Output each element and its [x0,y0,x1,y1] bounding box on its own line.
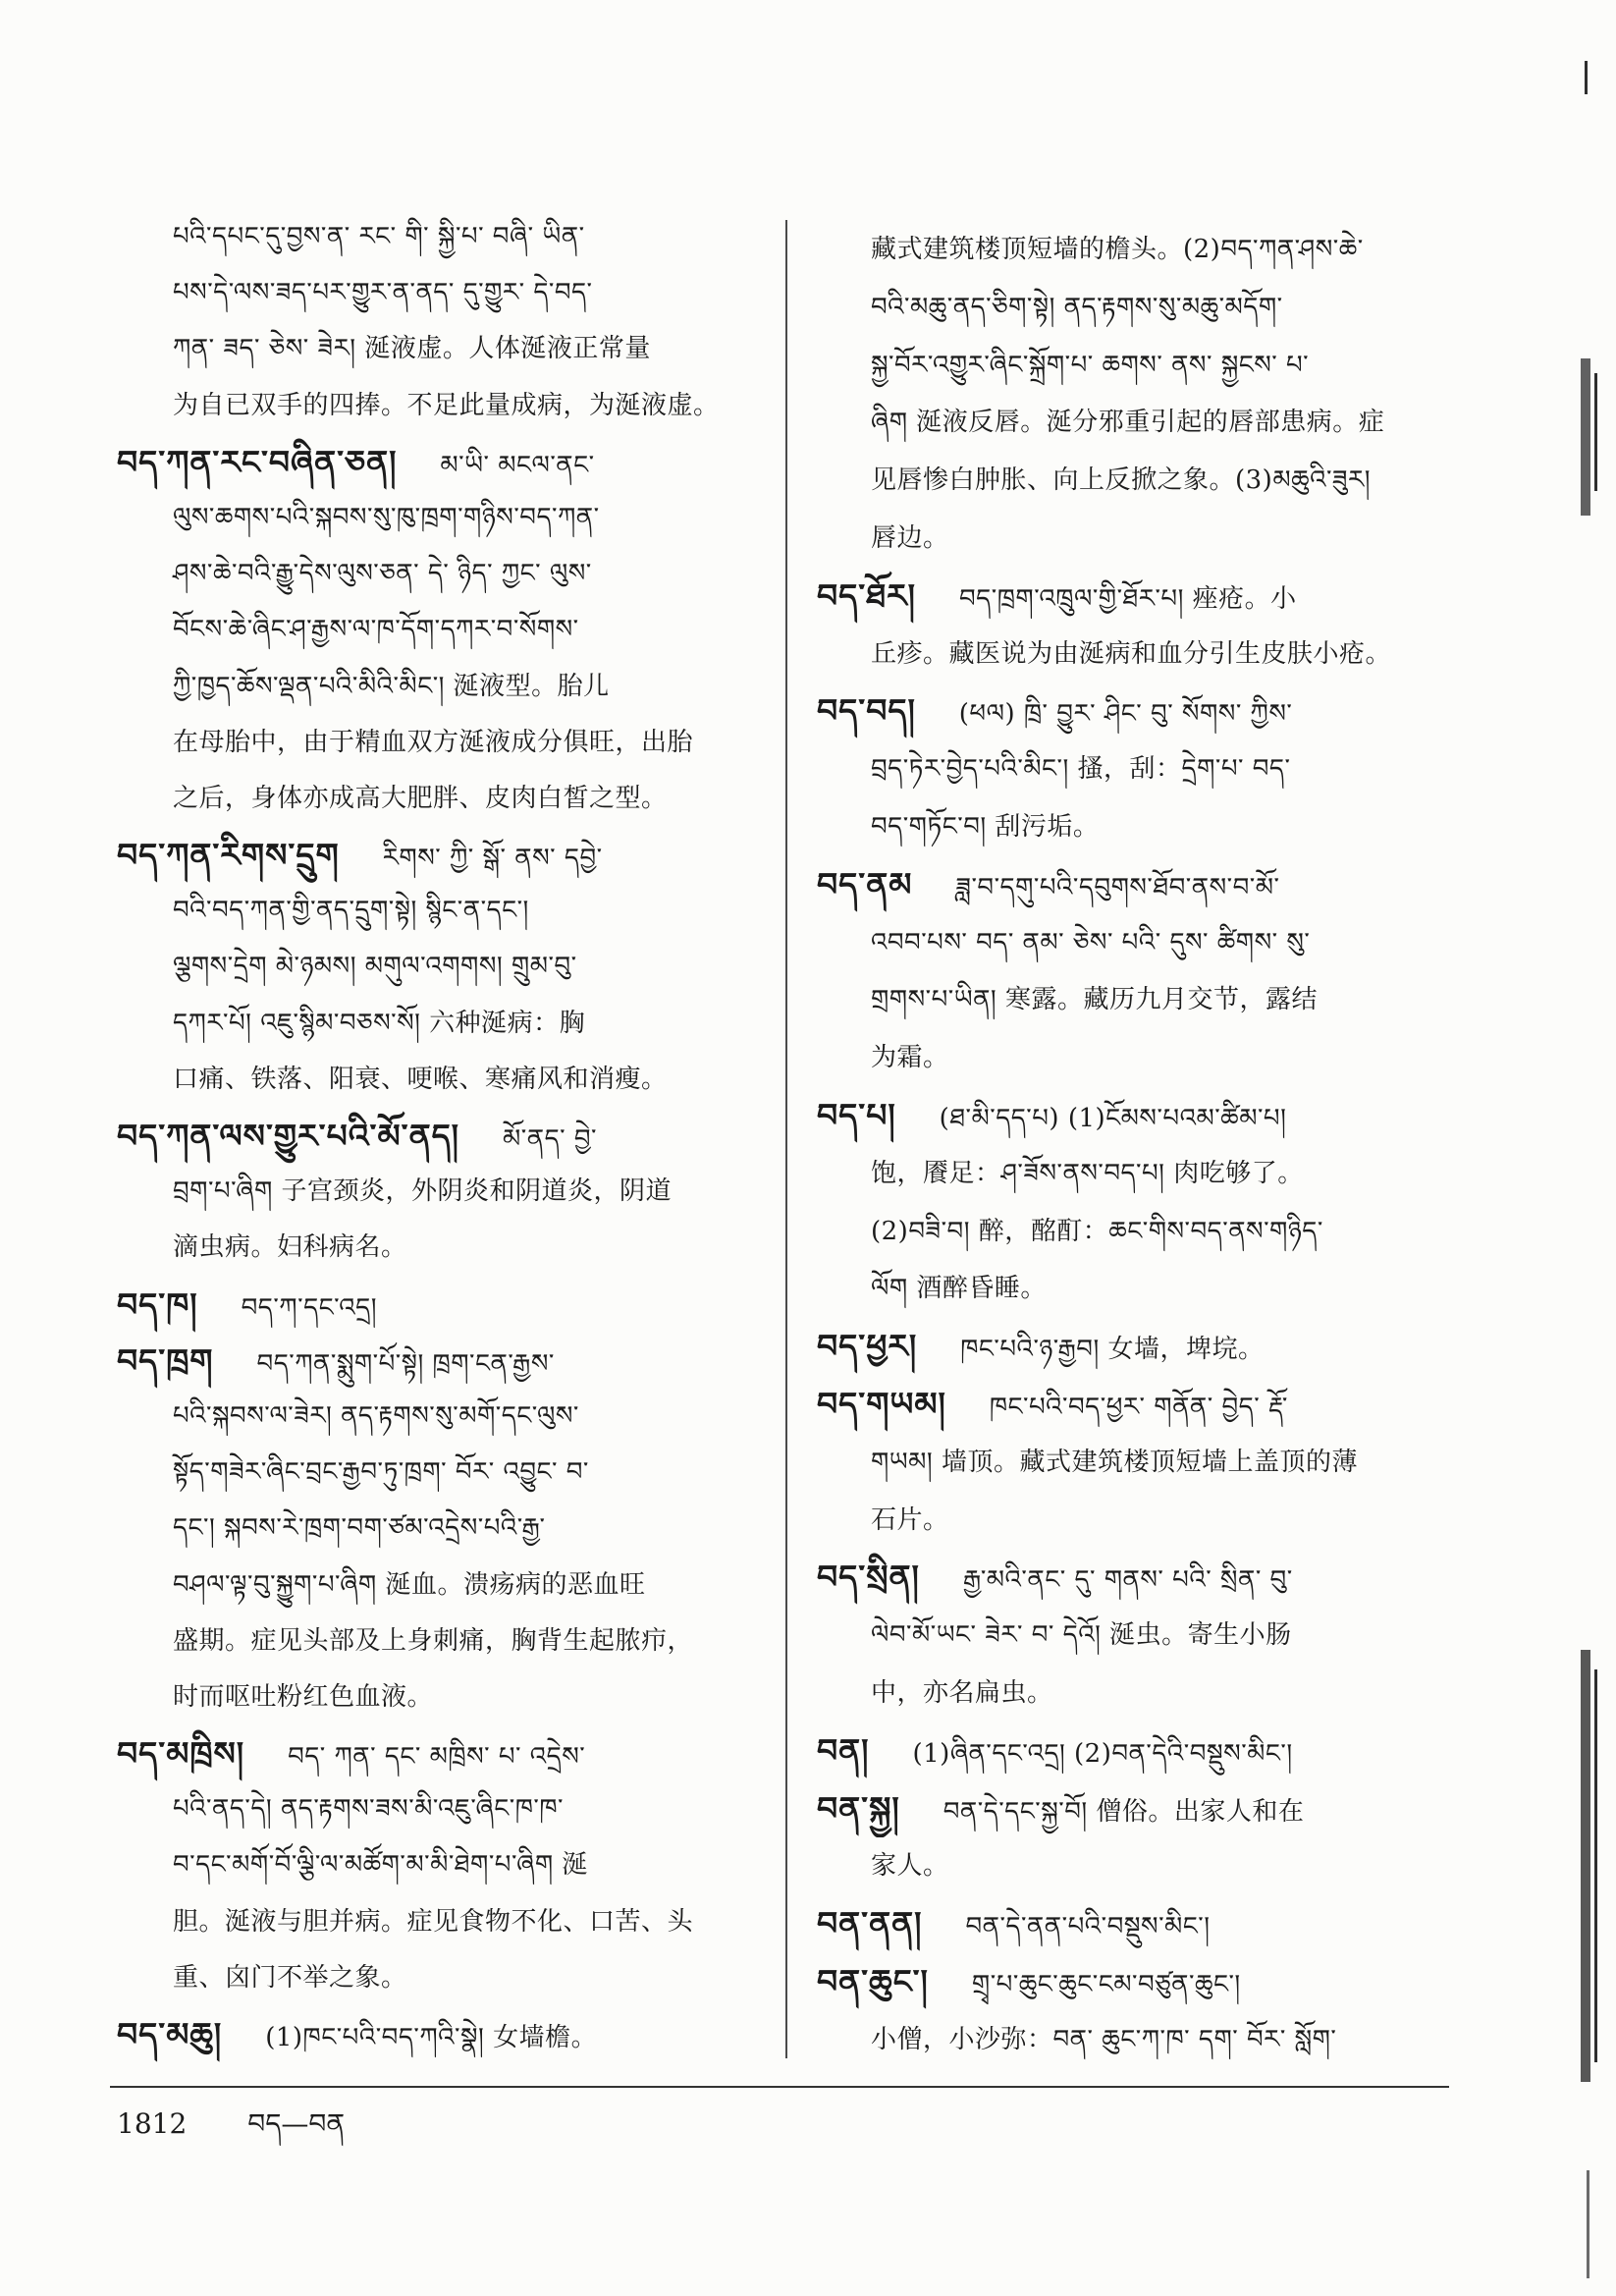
continued-entry [817,221,1460,568]
definition-line: 小僧，小沙弥：བན་ ཆུང་ཀ་ཁ་ དག་ བོར་ སློག་ [871,2024,1337,2054]
definition-line: 藏式建筑楼顶短墙的檐头。(2)བད་ཀན་ཤས་ཆེ་ [871,235,1364,264]
dictionary-entry [817,568,1460,683]
entry-first-line [117,1108,760,1164]
page-footer [117,2100,345,2149]
entry-first-line [117,1725,760,1781]
definition-line: བྲད་ཏེར་བྱེད་པའི་མིང་། 搔，刮：དྲེག་པ་ བད་ [871,754,1291,785]
definition-text: བད་ཀ་དང་འདྲ། [241,1292,378,1323]
headword: བན་ནན། [817,1904,923,1943]
scan-edge-artifact [1594,1669,1597,2062]
definition-line: 之后，身体亦成高大肥胖、皮肉白皙之型。 [173,783,668,813]
definition-line: བཤལ་ལྟ་བུ་སྐྱུག་པ་ཞིག 涎血。溃疡病的恶血旺 [173,1569,646,1600]
definition-text: (ཕལ) ཁྲི་ བྱུར་ ཤིང་ བུ་ སོགས་ ཀྱིས་ [958,699,1293,730]
definition-line: གཡམ། 墙顶。藏式建筑楼顶短墙上盖顶的薄 [871,1447,1358,1477]
definition-line: 滴虫病。妇科病名。 [173,1232,407,1263]
dictionary-entry [817,1318,1460,1376]
definition-text: (1)ཞིན་དང་འདྲ། (2)བན་དེའི་བསྡུས་མིང་། [912,1738,1293,1769]
headword: བད་ཕྱར། [817,1327,918,1366]
definition-line: 丘疹。藏医说为由涎病和血分引生皮肤小疮。 [871,638,1392,669]
dictionary-entry [817,1549,1460,1722]
entry-first-line [817,1087,1460,1145]
headword: བན་སྐྱ། [817,1788,900,1828]
entry-first-line [817,683,1460,740]
headword: བན་ཆུང་། [817,1961,929,2000]
definition-line: པའི་ནད་དེ། ནད་རྟགས་ཟས་མི་འཇུ་ཞིང་ཁ་ཁ་ [173,1794,565,1825]
footer-rule [110,2086,1449,2088]
page-number: 1812 [117,2107,188,2140]
headword: བད་ནམ [817,864,913,903]
dictionary-entry [117,1277,760,1333]
entry-first-line [817,1549,1460,1607]
definition-text: བན་དེ་དང་སྐྱ་བོ། 僧俗。出家人和在 [943,1796,1305,1827]
dictionary-entry [117,2006,760,2062]
dictionary-entry [117,1333,760,1725]
definition-text: ཁང་པའི་ཉ་རྒྱབ། 女墙，埤垸。 [960,1335,1265,1365]
headword: བད་མཆུ། [117,2015,223,2053]
continued-entry [117,209,760,434]
definition-line: 胆。涎液与胆并病。症见食物不化、口苦、头 [173,1906,694,1937]
headword: བད་ཁ། [117,1285,198,1324]
definition-line: ལུས་ཆགས་པའི་སྐབས་སུ་ཁུ་ཁྲག་གཉིས་བད་ཀན་ [173,502,600,532]
dictionary-entry [817,1953,1460,2069]
headword: བད་བད། [817,691,916,731]
entry-first-line [117,827,760,883]
definition-line: བའི་བད་ཀན་གྱི་ནད་དྲུག་སྟེ། སྙིང་ན་དང་། [173,896,529,926]
definition-line: འབབ་པས་ བད་ ནམ་ ཅེས་ པའི་ དུས་ ཚིགས་ སུ་ [871,927,1311,957]
headword: བན། [817,1730,870,1770]
definition-line: ལྕགས་དྲེག མེ་ཉམས། མགུལ་འགགས། གྲུམ་བུ་ [173,952,577,982]
column-divider [785,220,787,2058]
definition-line: 在母胎中，由于精血双方涎液成分俱旺，出胎 [173,727,694,757]
right-column [817,221,1460,2069]
definition-line: 家人。 [871,1851,949,1882]
definition-line: ཀན་ ཟད་ ཅེས་ ཟེར། 涎液虚。人体涎液正常量 [173,334,651,364]
entry-first-line [117,434,760,490]
definition-text: གྲྭ་པ་ཆུང་ཆུང་ངམ་བཙུན་ཆུང་། [971,1969,1241,1999]
headword: བད་ཐོར། [817,575,917,615]
scan-edge-artifact [1587,2170,1589,2278]
definition-line: པའི་དཔང་དུ་བྱས་ན་ རང་ གི་ སྐྱི་པ་ བཞི་ ཡིན་ [173,222,585,251]
definition-line: བད་གཏོང་བ། 刮污垢。 [871,811,1100,842]
dictionary-entry [117,1108,760,1277]
definition-line: ལོག 酒醉昏睡。 [871,1274,1047,1304]
definition-line: པའི་སྐབས་ལ་ཟེར། ནད་རྟགས་སུ་མགོ་དང་ལུས་ [173,1400,579,1431]
definition-line: གྲགས་པ་ཡིན། 寒露。藏历九月交节，露结 [871,985,1318,1015]
dictionary-entry [817,1376,1460,1549]
dictionary-entry [117,434,760,827]
headword: བད་མཁྲིས། [117,1734,245,1774]
definition-text: རིགས་ ཀྱི་ སྒོ་ ནས་ དབྱེ་ [382,844,603,874]
definition-line: 重、囟门不举之象。 [173,1962,407,1993]
entry-first-line [817,1895,1460,1953]
definition-text: རྒྱ་མའི་ནང་ དུ་ གནས་ པའི་ སྲིན་ བུ་ [962,1565,1293,1596]
definition-text: བད་ཀན་སྨུག་པོ་སྟེ། ཁྲག་ངན་རྒྱས་ [256,1348,555,1379]
definition-line: 石片。 [871,1504,949,1535]
definition-text: (1)ཁང་པའི་བད་ཀའི་སྣེ། 女墙檐。 [265,2023,598,2052]
definition-line: བའི་མཆུ་ནད་ཅིག་སྟེ། ནད་རྟགས་སུ་མཆུ་མདོག་ [871,292,1283,322]
definition-line: ཤས་ཆེ་བའི་རྒྱུ་དེས་ལུས་ཅན་ དེ་ ཉིད་ ཀྱང་ ལུས་ [173,559,592,589]
definition-text: (ཐ་མི་དད་པ) (1)ངོམས་པའམ་ཚིམ་པ། [939,1103,1287,1133]
entry-first-line [817,1376,1460,1434]
definition-line: 盛期。症见头部及上身刺痛，胸背生起脓疖， [173,1625,694,1656]
definition-line: 唇边。 [871,522,949,553]
entry-first-line [817,856,1460,914]
headword: བད་ཀན་རང་བཞིན་ཅན། [117,442,398,481]
entry-first-line [117,1333,760,1389]
dictionary-entry [817,1087,1460,1318]
entry-first-line [817,1953,1460,2011]
dictionary-entry [817,1722,1460,1780]
definition-line: 中，亦名扁虫。 [871,1677,1053,1708]
definition-line: 口痛、铁落、阳衰、哽喉、寒痛风和消瘦。 [173,1064,668,1094]
headword: བད་ཀན་རིགས་དྲུག [117,836,340,875]
headword: བད་ཁྲག [117,1340,214,1380]
definition-line: བོངས་ཆེ་ཞིང་ཤ་རྒྱས་ལ་ཁ་དོག་དཀར་བ་སོགས་ [173,615,579,645]
entry-first-line [817,1318,1460,1376]
definition-line: (2)བཟི་བ། 醉，酩酊：ཆང་གིས་བད་ནས་གཉིད་ [871,1216,1323,1246]
headword: བད་སྲིན། [817,1558,920,1597]
definition-line: སྟོད་གཟེར་ཞིང་བྲང་རྒྱབ་ཏུ་ཁྲག་ བོར་ འབྱུང་ བ་ [173,1457,589,1488]
definition-line: ཞིག 涎液反唇。涎分邪重引起的唇部患病。症 [871,408,1385,438]
definition-text: མོ་ནད་ བྱེ་ [503,1124,597,1154]
definition-text: ཟླ་བ་དགུ་པའི་དབུགས་ཐོབ་ནས་བ་མོ་ [955,872,1280,902]
running-head: བད—བན [247,2107,346,2140]
definition-line: དཀར་པོ། འཇུ་སྙིམ་བཅས་སོ། 六种涎病：胸 [173,1008,586,1038]
scan-edge-artifact [1594,373,1597,491]
definition-line: བྲག་པ་ཞིག 子宫颈炎，外阴炎和阴道炎，阴道 [173,1176,673,1207]
left-column [117,209,760,2062]
dictionary-entry [817,1780,1460,1896]
definition-line: 时而呕吐粉红色血液。 [173,1681,434,1712]
definition-text: བན་དེ་ནན་པའི་བསྡུས་མིང་། [965,1912,1211,1942]
entry-first-line [117,1277,760,1333]
entry-first-line [817,568,1460,626]
definition-line: 饱，餍足：ཤ་ཟོས་ནས་བད་པ། 肉吃够了。 [871,1158,1304,1188]
definition-text: བད་ཁྲག་འཁྲུལ་གྱི་ཐོར་པ། 痤疮。小 [959,583,1297,614]
definition-line: 为自已双手的四捧。不足此量成病，为涎液虚。 [173,390,720,420]
entry-first-line [817,1780,1460,1838]
scan-edge-artifact [1581,1650,1590,2082]
definition-text: ཁང་པའི་བད་ཕྱར་ གནོན་ བྱེད་ རྡོ་ [989,1392,1288,1422]
definition-text: བད་ ཀན་ དང་ མཁྲིས་ པ་ འདྲེས་ [288,1742,586,1773]
headword: བད་གཡམ། [817,1384,946,1423]
scan-edge-artifact [1585,61,1588,94]
dictionary-entry [817,683,1460,855]
definition-line: 见唇惨白肿胀、向上反掀之象。(3)མཆུའི་ཟུར། [871,465,1371,496]
definition-line: 为霜。 [871,1043,949,1073]
definition-line: བ་དང་མགོ་བོ་ལྕི་ལ་མཚོག་མ་མི་ཐེག་པ་ཞིག 涎 [173,1850,588,1881]
scan-edge-artifact [1581,358,1590,516]
definition-line: ལེབ་མོ་ཡང་ ཟེར་ བ་ དེའོ། 涎虫。寄生小肠 [871,1620,1292,1651]
entry-first-line [817,1722,1460,1780]
entry-first-line [117,2006,760,2062]
definition-line: པས་དེ་ལས་ཟད་པར་གྱུར་ན་ནད་ དུ་གྱུར་ དེ་བད་ [173,278,593,308]
definition-line: དང་། སྐབས་རེ་ཁྲག་བག་ཙམ་འདྲེས་པའི་རྒྱ་ [173,1513,546,1544]
definition-line: ཀྱི་ཁྱད་ཆོས་ལྡན་པའི་མིའི་མིང་། 涎液型。胎儿 [173,671,610,701]
headword: བད་ཀན་ལས་གྱུར་པའི་མོ་ནད། [117,1117,460,1155]
dictionary-entry [817,856,1460,1087]
definition-text: མ་ཡི་ མངལ་ནང་ [440,450,595,480]
dictionary-entry [117,1725,760,2006]
dictionary-entry [117,827,760,1108]
dictionary-entry [817,1895,1460,1953]
definition-line: སྐྱ་བོར་འགྱུར་ཞིང་སྐྲོག་པ་ ཆགས་ ནས་ སྐྱངས་ པ་ [871,350,1310,380]
headword: བད་པ། [817,1095,896,1134]
